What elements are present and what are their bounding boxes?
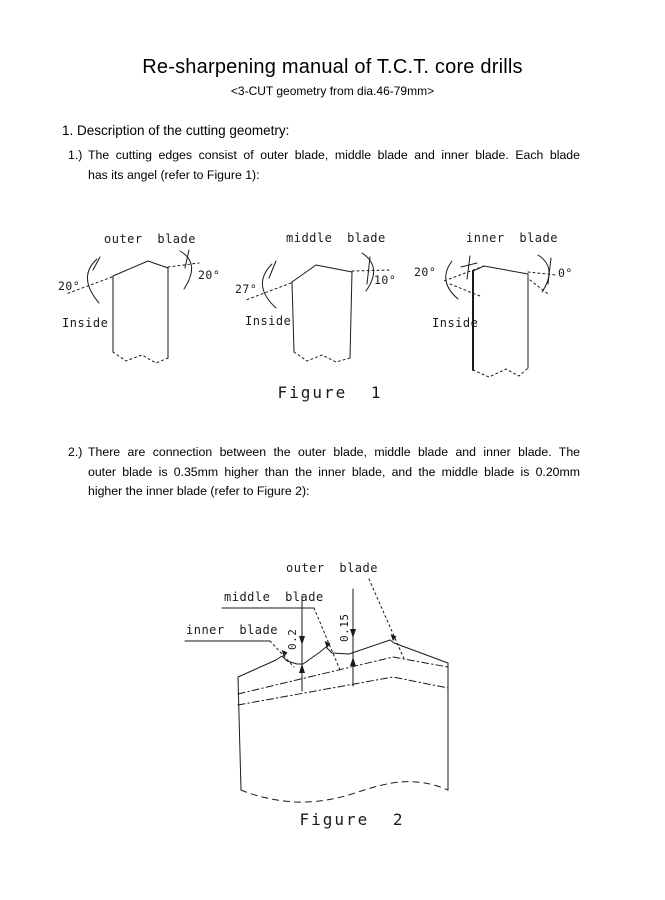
blade-outline bbox=[292, 265, 352, 282]
angle-label: 20° bbox=[58, 279, 81, 293]
blade-label: inner blade bbox=[466, 231, 558, 245]
reference-line bbox=[238, 677, 448, 705]
item-marker: 2.) bbox=[68, 445, 83, 459]
figure2-caption: Figure 2 bbox=[299, 810, 405, 829]
angle-tick bbox=[269, 261, 276, 278]
drill-body-outline bbox=[238, 640, 448, 802]
paragraph-line: The cutting edges consist of outer blade, middle blade and inner blade. Each blade bbox=[88, 148, 580, 162]
leader-line bbox=[369, 579, 405, 661]
list-item-1 bbox=[68, 146, 580, 185]
dimension-arrow bbox=[299, 636, 305, 645]
angle-extension-line bbox=[444, 266, 484, 281]
inside-label: Inside bbox=[62, 316, 109, 330]
list-item-2 bbox=[68, 443, 580, 502]
item-marker: 1.) bbox=[68, 148, 83, 162]
page-subtitle: <3-CUT geometry from dia.46-79mm> bbox=[230, 84, 435, 98]
dimension-0-15 bbox=[338, 589, 356, 686]
figure1-caption: Figure 1 bbox=[277, 383, 383, 402]
angle-arc bbox=[362, 253, 374, 291]
inner-blade-label: inner blade bbox=[186, 623, 278, 637]
outer-blade-label: outer blade bbox=[286, 561, 378, 575]
paragraph-line: outer blade is 0.35mm higher than the inner blade, and the middle blade is 0.20mm bbox=[88, 464, 580, 479]
angle-tick bbox=[467, 256, 470, 279]
blade-outline bbox=[473, 266, 528, 274]
dimension-arrow bbox=[350, 657, 356, 666]
angle-label: 27° bbox=[235, 282, 258, 296]
blade-label: middle blade bbox=[286, 231, 386, 245]
paragraph-line: has its angel (refer to Figure 1): bbox=[88, 167, 260, 182]
dimension-label: 0.15 bbox=[338, 613, 351, 642]
angle-extension-line bbox=[528, 272, 556, 275]
angle-arc bbox=[262, 264, 276, 308]
blade-outline bbox=[113, 261, 168, 276]
angle-label: 20° bbox=[414, 265, 437, 279]
figure2-diagram bbox=[170, 548, 510, 810]
cutting-edge-profile bbox=[238, 640, 448, 677]
outer-blade-diagram bbox=[58, 232, 220, 363]
dimension-label: 0.2 bbox=[286, 628, 299, 650]
break-line bbox=[294, 352, 350, 362]
paragraph-line: higher the inner blade (refer to Figure 2): bbox=[88, 484, 310, 499]
leader-line bbox=[314, 608, 340, 670]
inside-label: Inside bbox=[432, 316, 479, 330]
angle-arc bbox=[446, 261, 458, 299]
inner-blade-diagram bbox=[414, 231, 573, 377]
paragraph-line: There are connection between the outer blade, middle blade and inner blade. The bbox=[88, 445, 580, 459]
figure1-diagram bbox=[30, 225, 660, 405]
break-line bbox=[473, 368, 528, 377]
angle-arc bbox=[180, 251, 192, 289]
angle-extension-line bbox=[168, 263, 199, 267]
middle-blade-label: middle blade bbox=[224, 590, 324, 604]
inside-label: Inside bbox=[245, 314, 292, 328]
dimension-0-2 bbox=[286, 596, 305, 691]
angle-label: 20° bbox=[198, 268, 221, 282]
angle-label: 0° bbox=[558, 266, 573, 280]
page-title: Re-sharpening manual of T.C.T. core drills bbox=[142, 56, 523, 78]
break-line bbox=[241, 782, 448, 802]
break-line bbox=[113, 352, 168, 363]
angle-arc bbox=[87, 259, 99, 303]
angle-label: 10° bbox=[374, 273, 397, 287]
angle-extension-line bbox=[352, 270, 391, 271]
middle-blade-diagram bbox=[235, 231, 396, 362]
section-heading: 1. Description of the cutting geometry: bbox=[62, 123, 290, 138]
angle-extension-line bbox=[450, 284, 480, 296]
dimension-arrow bbox=[299, 664, 305, 673]
blade-label: outer blade bbox=[104, 232, 196, 246]
